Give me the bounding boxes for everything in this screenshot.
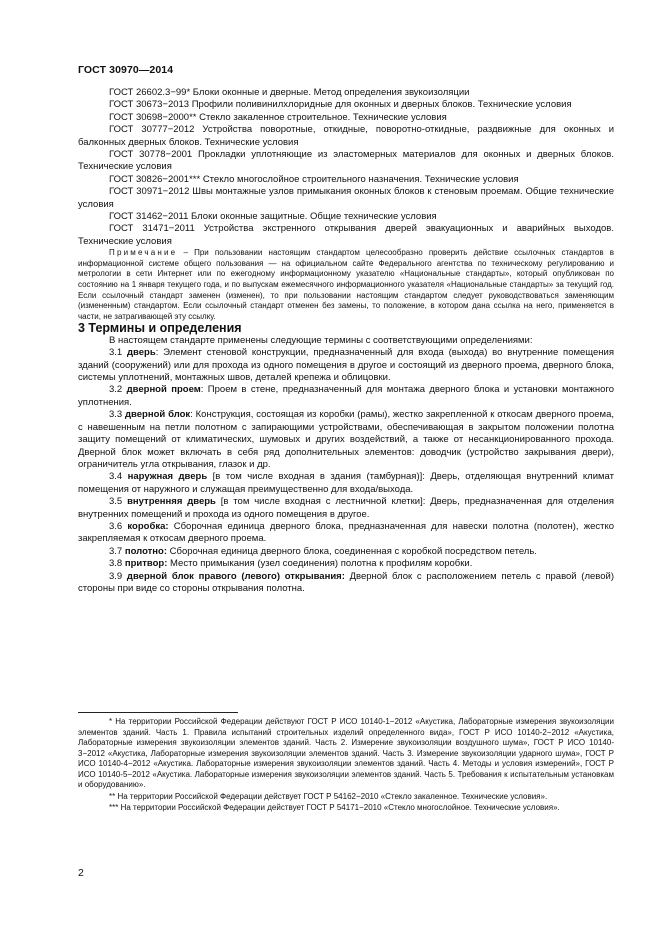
term-number: 3.8 [109, 558, 125, 570]
term-definition: : Конструкция, состоящая из коробки (рамы), жестко закрепленной к откосам дверного проема, с навешенным на петли полотном с запирающими устройствами, обеспечивающая в закрытом положении полотна защиту помещений от климатических, шумовых и других воздействий, а также от несанкционированного прохода. Дверной блок может включать в себя ряд дополнительных элементов: доводчик (устройство закрывания двери), ограничитель угла открывания, глазок и др. [78, 409, 614, 470]
term-number: 3.7 [109, 545, 125, 557]
reference-item: ГОСТ 30971−2012 Швы монтажные узлов примыкания оконных блоков к стеновым проемам. Общие технические условия [78, 186, 614, 210]
term-item [78, 558, 614, 570]
section-intro: В настоящем стандарте применены следующие термины с соответствующими определениями: [109, 334, 533, 346]
reference-item: ГОСТ 30698−2000** Стекло закаленное строительное. Технические условия [109, 111, 447, 123]
reference-item: ГОСТ 30777−2012 Устройства поворотные, откидные, поворотно-откидные, раздвижные для оконных и балконных дверных блоков. Технические условия [78, 124, 614, 148]
term-definition: [в том числе входная в здания (тамбурная)]: Дверь, отделяющая внутренний климат помещения от наружного и служащая преимущественно для входа/выхода. [78, 471, 614, 495]
term-number: 3.5 [109, 496, 128, 508]
term-name: внутренняя дверь [127, 496, 216, 508]
note-label: Примечание [109, 248, 178, 258]
term-definition: [в том числе входная с лестничной клетки]: Дверь, предназначенная для отделения внутренних помещений и прохода из одного помещения в другое. [78, 496, 614, 520]
term-definition: Сборочная единица дверного блока, соединенная с коробкой посредством петель. [167, 545, 537, 557]
term-item [78, 471, 614, 496]
footnote-item: ** На территории Российской Федерации действует ГОСТ Р 54162−2010 «Стекло закаленное. Технические условия». [109, 791, 548, 801]
term-definition: : Проем в стене, предназначенный для монтажа дверного блока и установки монтажного уплотнения. [78, 384, 614, 408]
term-name: притвор: [124, 558, 168, 570]
term-definition: : Элемент стеновой конструкции, предназначенный для входа (выхода) во внутренние помещения зданий (сооружений) или для прохода из одного помещения в другое и состоящий из дверного проема, дверного блока, системы уплотнений, монтажных швов, деталей крепежа и облицовки. [78, 347, 614, 384]
reference-item: ГОСТ 30778−2001 Прокладки уплотняющие из эластомерных материалов для оконных и дверных блоков. Технические условия [78, 149, 614, 173]
section-title: 3 Термины и определения [78, 321, 242, 336]
term-item [78, 496, 614, 521]
term-name: наружная дверь [127, 471, 208, 483]
reference-item: ГОСТ 31462−2011 Блоки оконные защитные. Общие технические условия [109, 211, 437, 223]
page-number: 2 [78, 867, 84, 879]
terms-list [78, 335, 614, 596]
document-body [78, 87, 614, 595]
term-item [78, 546, 614, 558]
term-number: 3.6 [109, 520, 128, 532]
term-number: 3.2 [109, 384, 127, 396]
term-name: дверь [127, 347, 156, 359]
reference-item: ГОСТ 26602.3−99* Блоки оконные и дверные. Метод определения звукоизоляции [109, 87, 470, 98]
document-header: ГОСТ 30970—2014 [78, 64, 174, 76]
term-item [78, 409, 614, 471]
footnote-item: *** На территории Российской Федерации действует ГОСТ Р 54171−2010 «Стекло многослойное. Технические условия». [109, 803, 560, 812]
footnote-item: * На территории Российской Федерации действуют ГОСТ Р ИСО 10140-1−2012 «Акустика, Лабораторные измерения звукоизоляции элементов зданий. Часть 1. Правила испытаний строительных изделий определенного вида», ГОСТ Р ИСО 10140-2−2012 «Акустика, Лабораторные измерения звукоизоляции элементов зданий. Часть 2. Измерение звукоизоляции воздушного шума», ГОСТ Р ИСО 10140-3−2012 «Акустика, Лабораторные измерения звукоизоляции элементов зданий. Часть 3. Измерение звукоизоляции ударного шума», ГОСТ Р ИСО 10140-4−2012 «Акустика. Лабораторные измерения звукоизоляции элементов зданий. Часть 4. Методы и условия измерений», ГОСТ Р ИСО 10140-5−2012 «Акустика. Лабораторные измерения звукоизоляции элементов зданий. Часть 5. Требования к испытательным установкам и оборудованию». [78, 717, 614, 789]
term-number: 3.3 [109, 409, 126, 421]
reference-list [78, 87, 614, 248]
reference-item: ГОСТ 31471−2011 Устройства экстренного открывания дверей эвакуационных и аварийных выходов. Технические условия [78, 223, 614, 247]
term-number: 3.1 [109, 347, 128, 359]
term-name: дверной проем [126, 384, 201, 396]
term-definition: Дверной блок с расположением петель с правой (левой) стороны при виде со стороны открывания полотна. [78, 570, 614, 594]
term-item [78, 384, 614, 409]
reference-item: ГОСТ 30826−2001*** Стекло многослойное строительного назначения. Технические условия [109, 173, 519, 185]
term-name: коробка: [127, 520, 169, 532]
reference-item: ГОСТ 30673−2013 Профили поливинилхлоридные для оконных и дверных блоков. Технические условия [109, 99, 572, 111]
term-item [78, 347, 614, 384]
term-number: 3.4 [109, 471, 128, 483]
term-number: 3.9 [109, 570, 127, 582]
term-definition: Место примыкания (узел соединения) полотна к профилям коробки. [167, 558, 473, 570]
note-paragraph [78, 248, 614, 322]
term-name: полотно: [124, 545, 167, 557]
term-item [78, 521, 614, 546]
footnotes [78, 717, 614, 815]
term-name: дверной блок правого (левого) открывания: [126, 570, 345, 582]
term-item [78, 571, 614, 596]
footnote-divider [78, 712, 238, 713]
note-text: – При пользовании настоящим стандартом целесообразно проверить действие ссылочных стандартов в информационной системе общего пользования — на официальном сайте Федерального агентства по техническому регулированию и метрологии в сети Интернет или по ежегодному информационному указателю «Национальные стандарты», который опубликован по состоянию на 1 января текущего года, и по выпускам ежемесячного информационного указателя «Национальные стандарты» за текущий год. Если ссылочный стандарт заменен (изменен), то при пользовании настоящим стандартом следует руководствоваться заменяющим (измененным) стандартом. Если ссылочный стандарт отменен без замены, то положение, в котором дана ссылка на него, применяется в части, не затрагивающей эту ссылку. [78, 248, 614, 321]
term-definition: Сборочная единица дверного блока, предназначенная для навески полотна (полотен), жестко закрепляемая к откосам дверного проема. [78, 520, 614, 545]
term-name: дверной блок [125, 409, 191, 421]
